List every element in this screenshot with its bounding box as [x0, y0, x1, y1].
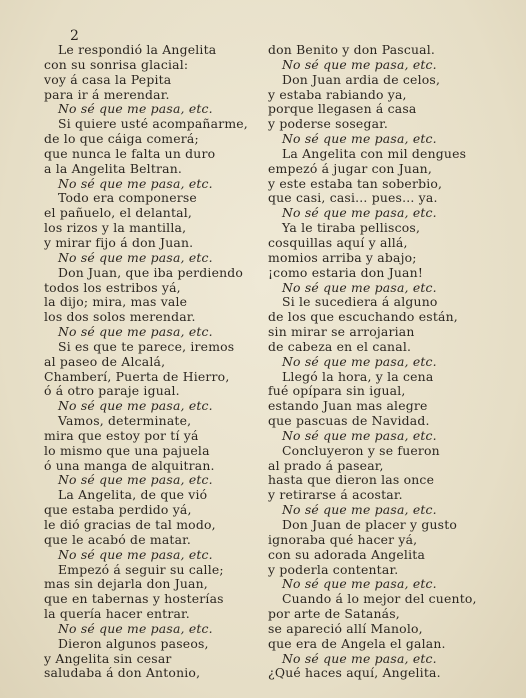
- refrain-line: No sé que me pasa, etc.: [58, 101, 213, 117]
- verse-line: voy á casa la Pepita: [44, 71, 172, 87]
- refrain-line: No sé que me pasa, etc.: [282, 279, 437, 295]
- verse-line: estando Juan mas alegre: [268, 398, 428, 414]
- verse-line: que nunca le falta un duro: [44, 145, 216, 161]
- verse-line: al paseo de Alcalá,: [44, 353, 166, 369]
- verse-line: con su adorada Angelita: [268, 546, 426, 562]
- verse-line: empezó á jugar con Juan,: [268, 160, 432, 176]
- verse-line: porque llegasen á casa: [268, 101, 417, 117]
- verse-line: a la Angelita Beltran.: [44, 160, 183, 176]
- verse-line: ¡como estaria don Juan!: [268, 264, 423, 280]
- verse-line: hasta que dieron las once: [268, 472, 435, 488]
- refrain-line: No sé que me pasa, etc.: [282, 576, 437, 592]
- verse-line: ó una manga de alquitran.: [44, 457, 215, 473]
- verse-line: don Benito y don Pascual.: [268, 42, 436, 57]
- verse-line: al prado á pasear,: [268, 457, 384, 473]
- verse-line: todos los estribos yá,: [44, 279, 181, 295]
- refrain-line: No sé que me pasa, etc.: [282, 502, 437, 518]
- verse-line: la quería hacer entrar.: [44, 606, 190, 622]
- verse-line: cosquillas aquí y allá,: [268, 234, 408, 250]
- refrain-line: No sé que me pasa, etc.: [282, 427, 437, 443]
- verse-line: La Angelita con mil dengues: [282, 145, 467, 161]
- verse-line: Concluyeron y se fueron: [282, 442, 440, 458]
- verse-line: se apareció allí Manolo,: [268, 620, 423, 636]
- right-column: [268, 43, 498, 681]
- verse-line: y poderse sosegar.: [268, 116, 389, 132]
- verse-line: ¿Qué haces aquí, Angelita.: [268, 665, 441, 681]
- verse-line: Dieron algunos paseos,: [58, 635, 209, 651]
- refrain-line: No sé que me pasa, etc.: [282, 353, 437, 369]
- verse-line: lo mismo que una pajuela: [44, 442, 210, 458]
- verse-line: Ya le tiraba pelliscos,: [282, 220, 421, 236]
- refrain-line: No sé que me pasa, etc.: [58, 546, 213, 562]
- verse-line: sin mirar se arrojarian: [268, 324, 415, 340]
- verse-line: Don Juan de placer y gusto: [282, 517, 458, 532]
- verse-line: de los que escuchando están,: [268, 309, 458, 325]
- verse-line: la dijo; mira, mas vale: [44, 294, 188, 310]
- verse-line: mira que estoy por tí yá: [44, 427, 199, 443]
- verse-line: y poderla contentar.: [268, 561, 399, 577]
- refrain-line: No sé que me pasa, etc.: [58, 324, 213, 340]
- verse-line: saludaba á don Antonio,: [44, 665, 201, 681]
- verse-line: que era de Angela el galan.: [268, 635, 446, 651]
- refrain-line: No sé que me pasa, etc.: [58, 472, 213, 488]
- verse-line: Vamos, determinate,: [58, 413, 192, 429]
- verse-line: con su sonrisa glacial:: [44, 56, 189, 72]
- verse-line: los rizos y la mantilla,: [44, 220, 187, 236]
- verse-line: Chamberí, Puerta de Hierro,: [44, 368, 230, 384]
- verse-line: para ir á merendar.: [44, 86, 170, 102]
- verse-line: fué opípara sin igual,: [268, 383, 406, 399]
- verse-line: que en tabernas y hosterías: [44, 591, 224, 607]
- refrain-line: No sé que me pasa, etc.: [58, 175, 213, 191]
- verse-line: Llegó la hora, y la cena: [282, 368, 434, 384]
- verse-line: Si es que te parece, iremos: [58, 338, 235, 354]
- verse-line: le dió gracias de tal modo,: [44, 517, 216, 532]
- page-number: 2: [70, 28, 79, 44]
- verse-line: de cabeza en el canal.: [268, 338, 412, 354]
- refrain-line: No sé que me pasa, etc.: [282, 205, 437, 221]
- verse-line: momios arriba y abajo;: [268, 249, 417, 265]
- verse-line: Si quiere usté acompañarme,: [58, 116, 248, 132]
- verse-line: Don Juan, que iba perdiendo: [58, 264, 244, 280]
- refrain-line: No sé que me pasa, etc.: [58, 249, 213, 265]
- verse-line: y Angelita sin cesar: [44, 650, 172, 666]
- verse-line: y mirar fijo á don Juan.: [44, 234, 194, 250]
- verse-line: Si le sucediera á alguno: [282, 294, 438, 310]
- verse-line: La Angelita, de que vió: [58, 487, 208, 503]
- verse-line: ó á otro paraje igual.: [44, 383, 180, 399]
- verse-line: los dos solos merendar.: [44, 309, 196, 325]
- verse-line: por arte de Satanás,: [268, 606, 400, 622]
- left-column: [44, 43, 256, 681]
- verse-line: de lo que cáiga comerá;: [44, 131, 199, 147]
- verse-line: Todo era componerse: [58, 190, 197, 206]
- verse-line: y estaba rabiando ya,: [268, 86, 407, 102]
- verse-line: y este estaba tan soberbio,: [268, 175, 443, 191]
- verse-line: que estaba perdido yá,: [44, 502, 192, 518]
- verse-line: Cuando á lo mejor del cuento,: [282, 591, 477, 607]
- refrain-line: No sé que me pasa, etc.: [282, 56, 437, 72]
- verse-line: que casi, casi... pues... ya.: [268, 190, 438, 206]
- verse-line: Empezó á seguir su calle;: [58, 561, 224, 577]
- verse-line: el pañuelo, el delantal,: [44, 205, 193, 221]
- verse-line: ignoraba qué hacer yá,: [268, 531, 418, 547]
- verse-line: y retirarse á acostar.: [268, 487, 403, 503]
- verse-line: que le acabó de matar.: [44, 531, 192, 547]
- refrain-line: No sé que me pasa, etc.: [282, 650, 437, 666]
- refrain-line: No sé que me pasa, etc.: [58, 398, 213, 414]
- verse-line: mas sin dejarla don Juan,: [44, 576, 208, 592]
- verse-line: Le respondió la Angelita: [58, 42, 217, 57]
- verse-line: que pascuas de Navidad.: [268, 413, 430, 429]
- refrain-line: No sé que me pasa, etc.: [282, 131, 437, 147]
- refrain-line: No sé que me pasa, etc.: [58, 620, 213, 636]
- verse-line: Don Juan ardia de celos,: [282, 71, 441, 87]
